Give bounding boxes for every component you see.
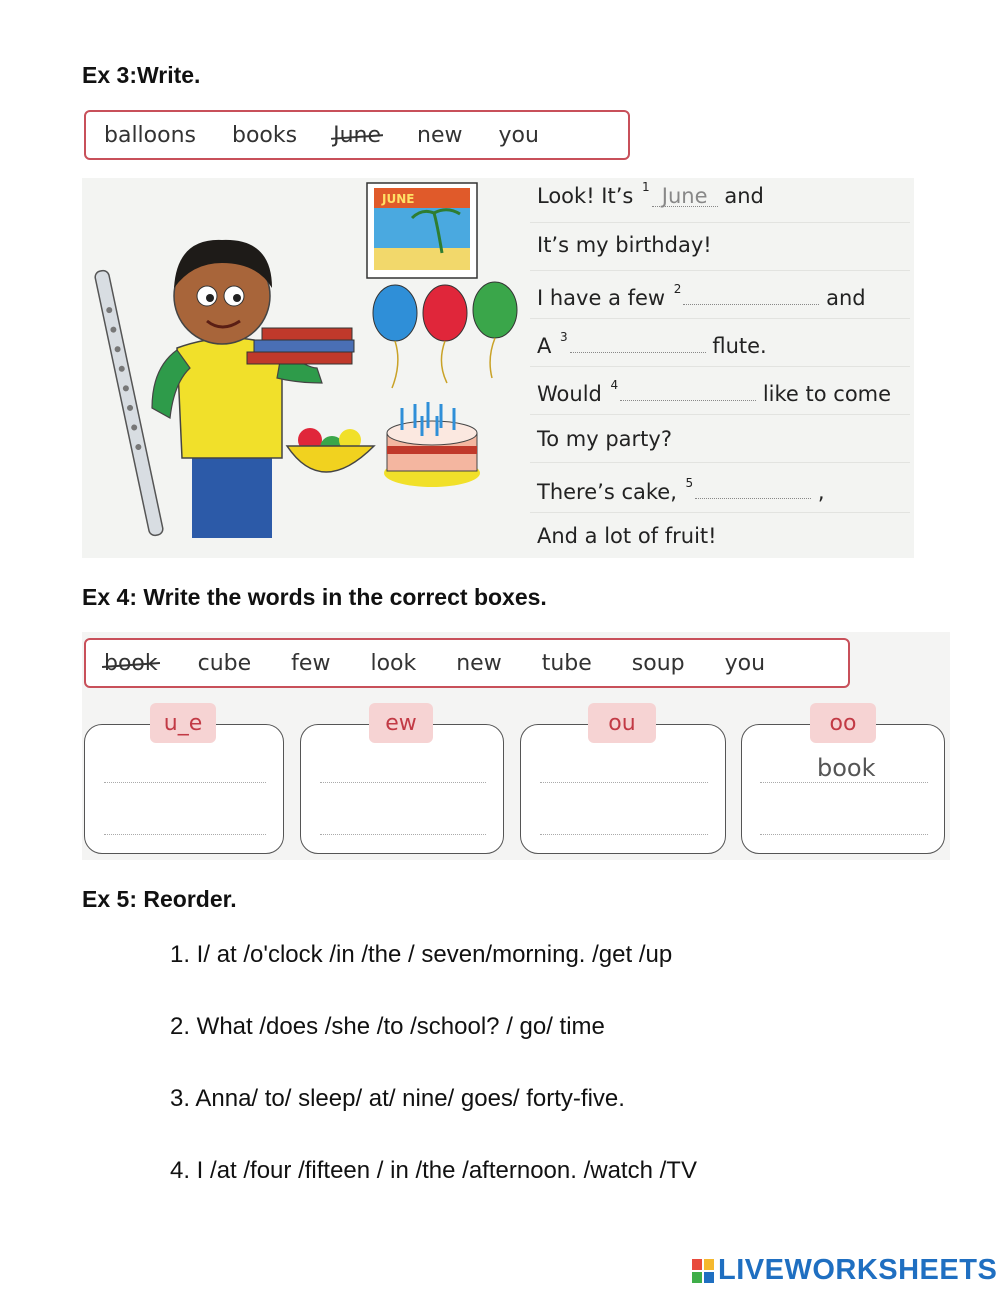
sound-label-oo: oo — [810, 703, 876, 743]
poem-line-6 — [537, 427, 672, 451]
poem-line-8 — [537, 524, 717, 548]
ex5-heading: Ex 5: Reorder. — [82, 886, 237, 912]
word-you: you — [498, 122, 539, 148]
word-balloons: balloons — [104, 122, 196, 148]
fruit-bowl-icon — [287, 428, 374, 472]
poem-text: A — [537, 334, 559, 358]
word-soup: soup — [631, 650, 685, 676]
sound-label-ou: ou — [588, 703, 656, 743]
ex4-heading: Ex 4: Write the words in the correct boxes. — [82, 584, 547, 610]
reorder-item-1: 1. I/ at /o'clock /in /the / seven/morning. /get /up — [170, 941, 673, 968]
word-cube: cube — [197, 650, 252, 676]
poem-text: And a lot of fruit! — [537, 524, 717, 548]
blank-number: 3 — [560, 330, 568, 344]
logo-text: LIVEWORKSHEETS — [718, 1254, 998, 1286]
logo-mark-icon — [692, 1259, 714, 1283]
poem-text: Look! It’s — [537, 184, 641, 208]
poem-line-3 — [537, 282, 866, 310]
calendar-label: JUNE — [382, 192, 415, 206]
word-you: you — [724, 650, 766, 676]
poem-text: , — [811, 480, 825, 504]
poem-line-4 — [537, 330, 767, 358]
answer-blank-4[interactable] — [620, 378, 756, 401]
poem-line-5 — [537, 378, 891, 406]
birthday-cake-icon — [384, 402, 480, 487]
blank-number: 5 — [685, 476, 694, 490]
word-look: look — [370, 650, 417, 676]
word-few: few — [291, 650, 331, 676]
blank-number: 4 — [610, 378, 619, 392]
liveworksheets-logo — [692, 1254, 997, 1287]
ex4-word-bank — [84, 638, 850, 688]
word-june-crossed: June — [333, 122, 382, 148]
answer-blank-2[interactable] — [683, 282, 819, 305]
word-tube: tube — [541, 650, 592, 676]
calendar-icon — [367, 183, 477, 278]
poem-line-2 — [537, 233, 712, 257]
word-new: new — [417, 122, 463, 148]
poem-text: and — [717, 184, 764, 208]
answer-blank-3[interactable] — [570, 330, 706, 353]
reorder-item-3: 3. Anna/ to/ sleep/ at/ nine/ goes/ forty-five. — [170, 1085, 625, 1112]
answer-blank-1[interactable]: June — [652, 184, 718, 207]
poem-text: like to come — [756, 382, 892, 406]
poem-text: It’s my birthday! — [537, 233, 712, 257]
sound-box-oo-word: book — [817, 754, 876, 782]
birthday-boy-illustration — [82, 178, 522, 558]
sound-label-u-e: u_e — [150, 703, 216, 743]
poem-text: To my party? — [537, 427, 672, 451]
poem-line-1 — [537, 180, 764, 208]
word-book-crossed: book — [104, 650, 158, 676]
balloons-icon — [373, 282, 517, 388]
reorder-item-2: 2. What /does /she /to /school? / go/ time — [170, 1013, 605, 1040]
reorder-item-4: 4. I /at /four /fifteen / in /the /afternoon. /watch /TV — [170, 1157, 697, 1184]
poem-text: I have a few — [537, 286, 672, 310]
word-books: books — [232, 122, 298, 148]
poem-line-7 — [537, 476, 825, 504]
poem-text: There’s cake, — [537, 480, 684, 504]
ex3-word-bank — [84, 110, 630, 160]
word-new: new — [456, 650, 502, 676]
sound-label-ew: ew — [369, 703, 433, 743]
poem-text: Would — [537, 382, 609, 406]
poem-text: flute. — [705, 334, 767, 358]
ex3-heading: Ex 3:Write. — [82, 62, 201, 88]
answer-blank-5[interactable] — [695, 476, 811, 499]
poem-text: and — [819, 286, 866, 310]
blank-number: 1 — [642, 180, 650, 194]
books-icon — [247, 328, 354, 364]
blank-number: 2 — [673, 282, 682, 296]
